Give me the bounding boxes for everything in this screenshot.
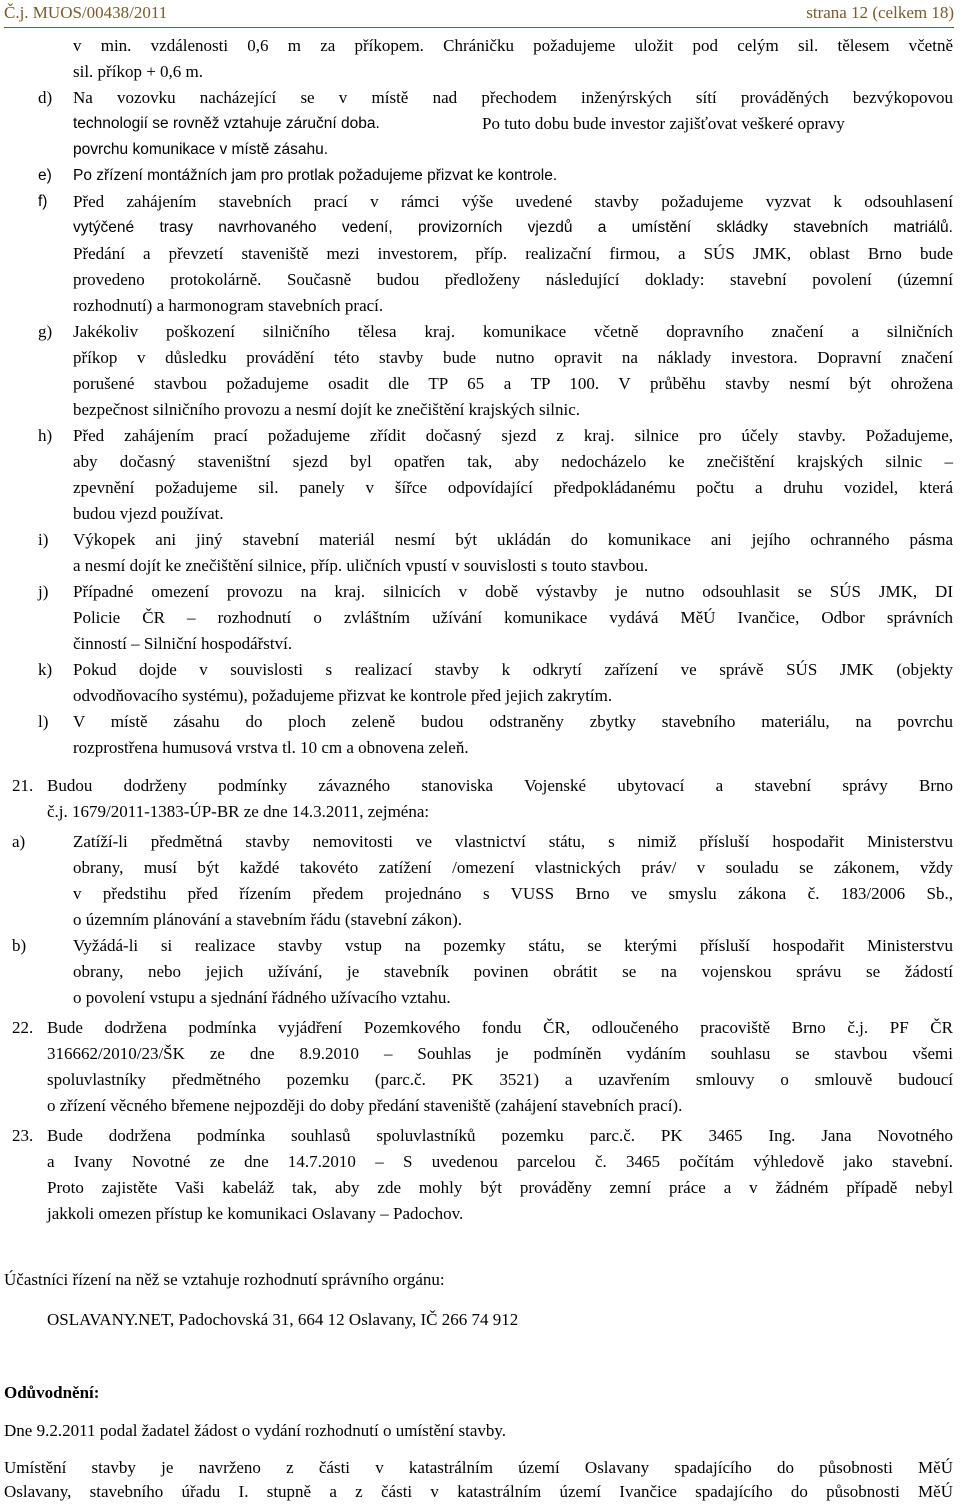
text-line: a Ivany Novotné ze dne 14.7.2010 – S uvedenou parcelou č. 3465 počítám výhledově jako stavební. [47,1152,953,1171]
text-line: Bude dodržena podmínka souhlasů spoluvlastníků pozemku parc.č. PK 3465 Ing. Jana Novotného [47,1126,953,1145]
text-line: Budou dodrženy podmínky závazného stanoviska Vojenské ubytovací a stavební správy Brno [47,776,953,795]
text-line: Předání a převzetí staveniště mezi investorem, příp. realizační firmou, a SÚS JMK, oblast Brno bude [73,244,953,263]
item-number: 21. [12,776,34,795]
item-marker: j) [38,582,49,601]
text-line: V místě zásahu do ploch zeleně budou odstraněny zbytky stavebního materiálu, na povrchu [73,712,953,731]
text-line: Po tuto dobu bude investor zajišťovat veškeré opravy [482,114,845,133]
participant-entry: OSLAVANY.NET, Padochovská 31, 664 12 Oslavany, IČ 266 74 912 [47,1310,519,1329]
page-header [4,3,954,25]
text-line: Případné omezení provozu na kraj. silnicích v době výstavby je nutno odsouhlasit se SÚS JMK, DI [73,582,953,601]
text-line: příkop v důsledku provádění této stavby bude nutno opravit na náklady investora. Dopravní značení [73,348,953,367]
item-marker: a) [12,832,26,851]
text-line: o územním plánování a stavebním řádu (stavební zákon). [73,910,462,929]
text-line: rozhodnutí) a harmonogram stavebních prací. [73,296,384,315]
text-line: o povolení vstupu a sjednání řádného užívacího vztahu. [73,988,451,1007]
item-marker: e) [38,167,52,184]
text-line: č.j. 1679/2011-1383-ÚP-BR ze dne 14.3.2011, zejména: [47,802,430,821]
text-line: činností – Silniční hospodářství. [73,634,293,653]
item-marker: f) [38,193,48,210]
text-line: Bude dodržena podmínka vyjádření Pozemkového fondu ČR, odloučeného pracoviště Brno č.j. PF ČR [47,1018,953,1037]
text-line: porušené stavbou požadujeme osadit dle TP 65 a TP 100. V průběhu stavby nesmí být ohrožena [73,374,953,393]
text-line: bezpečnost silničního provozu a nesmí dojít ke znečištění krajských silnic. [73,400,581,419]
text-line: zpevnění požadujeme sil. panely v šířce odpovídající předpokládanému počtu a druhu vozidel, která [73,478,953,497]
text-line: sil. příkop + 0,6 m. [73,62,204,81]
text-line: Dne 9.2.2011 podal žadatel žádost o vydání rozhodnutí o umístění stavby. [4,1421,507,1440]
text-line: Umístění stavby je navrženo z části v katastrálním území Oslavany spadajícího do působnosti MěÚ [4,1458,953,1477]
text-line: technologií se rovněž vztahuje záruční doba. [73,115,380,132]
document-reference: Č.j. MUOS/00438/2011 [4,3,168,22]
text-line: Před zahájením stavebních prací v rámci výše uvedené stavby požadujeme vyzvat k odsouhlasení [73,192,953,211]
item-marker: k) [38,660,53,679]
item-marker: b) [12,936,27,955]
header-divider [4,27,954,28]
text-line: rozprostřena humusová vrstva tl. 10 cm a obnovena zeleň. [73,738,469,757]
text-line: Výkopek ani jiný stavební materiál nesmí být ukládán do komunikace ani jejího ochranného pásma [73,530,953,549]
text-line: jakkoli omezen přístup ke komunikaci Oslavany – Padochov. [47,1204,464,1223]
text-line: odvodňovacího systému), požadujeme přizvat ke kontrole před jejich zakrytím. [73,686,613,705]
item-marker: h) [38,426,53,445]
text-line: budou vjezd používat. [73,504,224,523]
text-line: o zřízení věcného břemene nejpozději do doby předání staveniště (zahájení stavebních prací). [47,1096,683,1115]
text-line: v min. vzdálenosti 0,6 m za příkopem. Chráničku požadujeme uložit pod celým sil. tělesem včetně [73,36,953,55]
text-line: aby dočasný staveništní sjezd byl opatřen tak, aby nedocházelo ke znečištění krajských silnic – [73,452,953,471]
text-line: povrchu komunikace v místě zásahu. [73,141,329,158]
text-line: Proto zajistěte Vaši kabeláž tak, aby zde mohly být prováděny zemní práce a v žádném případě nebyl [47,1178,953,1197]
item-number: 23. [12,1126,34,1145]
text-line: provedeno protokolárně. Současně budou předloženy následující doklady: stavební povolení (územní [73,270,953,289]
text-line: Na vozovku nacházející se v místě nad přechodem inženýrských sítí prováděných bezvýkopovou [73,88,953,107]
text-line: Vyžádá-li si realizace stavby vstup na pozemky státu, se kterými přísluší hospodařit Ministerstvu [73,936,953,955]
text-line: a nesmí dojít ke znečištění silnice, příp. uličních vpustí v souvislosti s touto stavbou. [73,556,649,575]
item-marker: d) [38,88,53,107]
text-line: vytýčené trasy navrhovaného vedení, provizorních vjezdů a umístění skládky stavebních matriálů. [73,219,953,236]
text-line: v předstihu před řízením předem projednáno s VUSS Brno ve smyslu zákona č. 183/2006 Sb., [73,884,953,903]
participants-heading: Účastníci řízení na něž se vztahuje rozhodnutí správního orgánu: [4,1270,445,1289]
text-line: obrany, nebo jejich užívání, je stavebník povinen obrátit se na vojenskou správu se žádostí [73,962,953,981]
text-line: obrany, musí být každé takovéto zatížení /omezení vlastnických práv/ v souladu se zákonem, vždy [73,858,953,877]
text-line: Zatíží-li předmětná stavby nemovitosti ve vlastnictví státu, s nimiž přísluší hospodařit Ministerstvu [73,832,953,851]
justification-heading: Odůvodnění: [4,1383,100,1402]
text-line: Oslavany, stavebního úřadu I. stupně a z části v katastrálním území Ivančice spadajícího do působnosti MěÚ [4,1482,953,1501]
item-marker: g) [38,322,53,341]
page-number: strana 12 (celkem 18) [806,3,954,22]
text-line: spoluvlastníky předmětného pozemku (parc.č. PK 3521) a uzavřením smlouvy o smlouvě budoucí [47,1070,953,1089]
item-marker: i) [38,530,49,549]
text-line: 316662/2010/23/ŠK ze dne 8.9.2010 – Souhlas je podmíněn vydáním souhlasu se stavbou všemi [47,1044,953,1063]
item-number: 22. [12,1018,34,1037]
text-line: Pokud dojde v souvislosti s realizací stavby k odkrytí zařízení ve správě SÚS JMK (objekty [73,660,953,679]
item-marker: l) [38,712,49,731]
text-line: Po zřízení montážních jam pro protlak požadujeme přizvat ke kontrole. [73,167,558,184]
text-line: Jakékoliv poškození silničního tělesa kraj. komunikace včetně dopravního značení a silničních [73,322,953,341]
text-line: Před zahájením prací požadujeme zřídit dočasný sjezd z kraj. silnice pro účely stavby. Požadujeme, [73,426,953,445]
text-line: Policie ČR – rozhodnutí o zvláštním užívání komunikace vydává MěÚ Ivančice, Odbor správních [73,608,953,627]
